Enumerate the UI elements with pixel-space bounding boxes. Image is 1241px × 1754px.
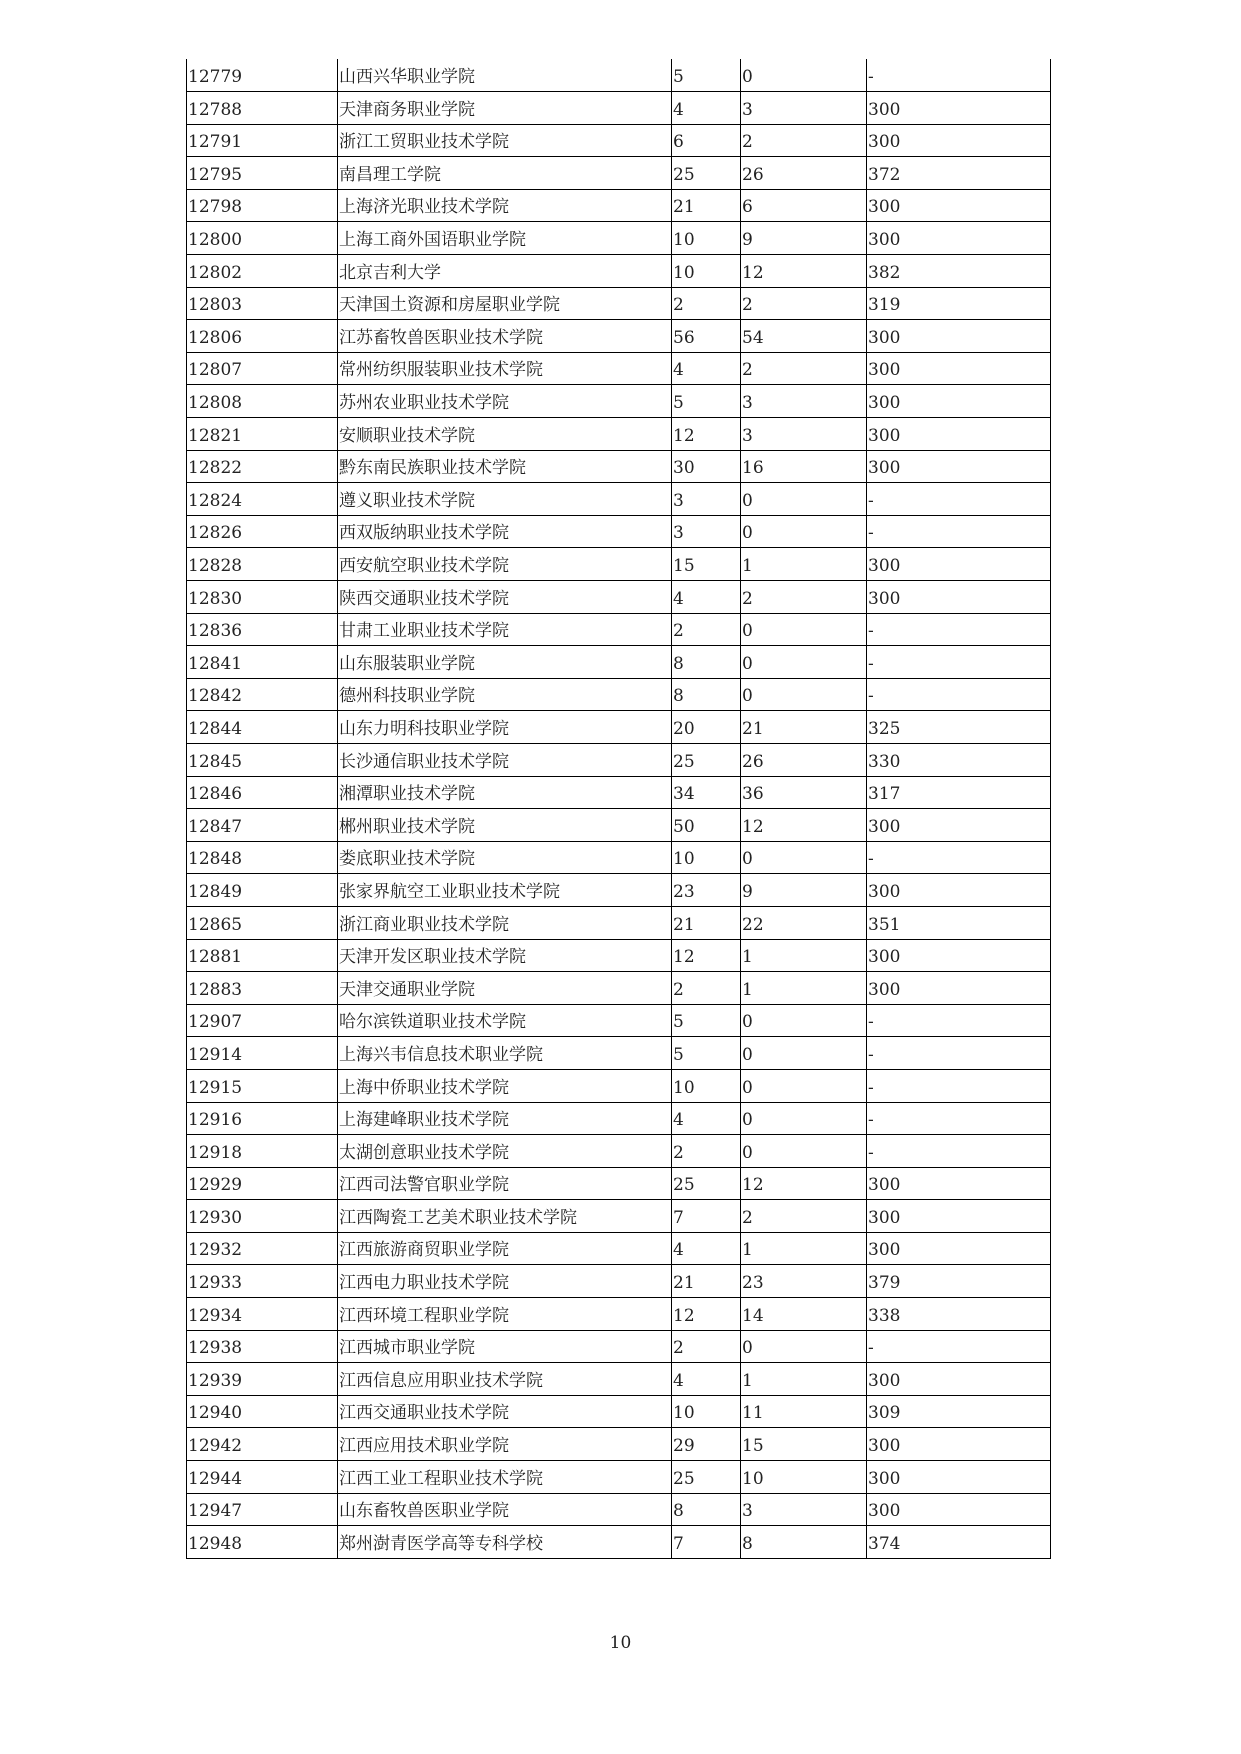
school-name-cell: 陕西交通职业技术学院 [338,581,672,614]
plan-count-cell: 12 [672,418,741,451]
enrolled-count-cell: 1 [741,972,867,1005]
table-row [187,906,1051,939]
plan-count-cell: 10 [672,1395,741,1428]
school-code-cell: 12826 [187,515,338,548]
min-score-cell: 300 [867,874,1051,907]
school-name-cell: 上海中侨职业技术学院 [338,1069,672,1102]
enrolled-count-cell: 0 [741,515,867,548]
school-code-cell: 12779 [187,59,338,92]
plan-count-cell: 15 [672,548,741,581]
enrolled-count-cell: 1 [741,1363,867,1396]
school-name-cell: 江西环境工程职业学院 [338,1298,672,1331]
plan-count-cell: 21 [672,1265,741,1298]
school-name-cell: 哈尔滨铁道职业技术学院 [338,1004,672,1037]
enrolled-count-cell: 1 [741,548,867,581]
school-code-cell: 12907 [187,1004,338,1037]
plan-count-cell: 2 [672,1135,741,1168]
school-name-cell: 江西司法警官职业学院 [338,1167,672,1200]
min-score-cell: - [867,1069,1051,1102]
table-row [187,1461,1051,1494]
enrolled-count-cell: 2 [741,124,867,157]
enrolled-count-cell: 0 [741,1102,867,1135]
school-name-cell: 江西旅游商贸职业学院 [338,1232,672,1265]
table-row [187,483,1051,516]
plan-count-cell: 10 [672,222,741,255]
school-name-cell: 江西工业工程职业技术学院 [338,1461,672,1494]
min-score-cell: 300 [867,352,1051,385]
table-row [187,320,1051,353]
plan-count-cell: 4 [672,581,741,614]
min-score-cell: 300 [867,1493,1051,1526]
school-code-cell: 12865 [187,906,338,939]
table-row [187,841,1051,874]
enrolled-count-cell: 3 [741,1493,867,1526]
plan-count-cell: 29 [672,1428,741,1461]
table-row [187,743,1051,776]
school-name-cell: 南昌理工学院 [338,157,672,190]
min-score-cell: - [867,646,1051,679]
school-name-cell: 山西兴华职业学院 [338,59,672,92]
table-row [187,1330,1051,1363]
plan-count-cell: 8 [672,1493,741,1526]
school-code-cell: 12883 [187,972,338,1005]
table-row [187,613,1051,646]
school-name-cell: 湘潭职业技术学院 [338,776,672,809]
school-name-cell: 甘肃工业职业技术学院 [338,613,672,646]
table-row [187,255,1051,288]
school-code-cell: 12948 [187,1526,338,1559]
min-score-cell: 330 [867,743,1051,776]
table-row [187,1395,1051,1428]
school-code-cell: 12947 [187,1493,338,1526]
school-code-cell: 12788 [187,92,338,125]
plan-count-cell: 4 [672,1363,741,1396]
school-code-cell: 12933 [187,1265,338,1298]
enrolled-count-cell: 10 [741,1461,867,1494]
plan-count-cell: 25 [672,743,741,776]
table-row [187,124,1051,157]
school-name-cell: 西双版纳职业技术学院 [338,515,672,548]
school-code-cell: 12842 [187,678,338,711]
school-name-cell: 郑州澍青医学高等专科学校 [338,1526,672,1559]
school-name-cell: 上海济光职业技术学院 [338,189,672,222]
min-score-cell: 309 [867,1395,1051,1428]
enrolled-count-cell: 1 [741,939,867,972]
enrolled-count-cell: 0 [741,1135,867,1168]
enrolled-count-cell: 26 [741,157,867,190]
table-row [187,222,1051,255]
school-name-cell: 江苏畜牧兽医职业技术学院 [338,320,672,353]
enrolled-count-cell: 3 [741,418,867,451]
plan-count-cell: 25 [672,1167,741,1200]
plan-count-cell: 12 [672,1298,741,1331]
school-code-cell: 12849 [187,874,338,907]
plan-count-cell: 4 [672,352,741,385]
admissions-table [186,59,1051,1559]
enrolled-count-cell: 2 [741,352,867,385]
enrolled-count-cell: 54 [741,320,867,353]
min-score-cell: 300 [867,418,1051,451]
min-score-cell: 317 [867,776,1051,809]
table-row [187,1004,1051,1037]
school-code-cell: 12808 [187,385,338,418]
plan-count-cell: 2 [672,613,741,646]
min-score-cell: 300 [867,320,1051,353]
enrolled-count-cell: 23 [741,1265,867,1298]
school-name-cell: 郴州职业技术学院 [338,809,672,842]
school-name-cell: 天津商务职业学院 [338,92,672,125]
table-row [187,287,1051,320]
school-name-cell: 天津交通职业学院 [338,972,672,1005]
school-code-cell: 12791 [187,124,338,157]
plan-count-cell: 5 [672,59,741,92]
min-score-cell: 300 [867,1428,1051,1461]
school-code-cell: 12845 [187,743,338,776]
plan-count-cell: 5 [672,1004,741,1037]
min-score-cell: 372 [867,157,1051,190]
table-row [187,189,1051,222]
enrolled-count-cell: 0 [741,613,867,646]
min-score-cell: - [867,1037,1051,1070]
school-name-cell: 德州科技职业学院 [338,678,672,711]
enrolled-count-cell: 1 [741,1232,867,1265]
plan-count-cell: 50 [672,809,741,842]
school-name-cell: 上海建峰职业技术学院 [338,1102,672,1135]
school-name-cell: 安顺职业技术学院 [338,418,672,451]
plan-count-cell: 4 [672,1102,741,1135]
min-score-cell: - [867,483,1051,516]
school-name-cell: 张家界航空工业职业技术学院 [338,874,672,907]
table-row [187,1167,1051,1200]
table-row [187,59,1051,92]
enrolled-count-cell: 21 [741,711,867,744]
min-score-cell: 300 [867,809,1051,842]
plan-count-cell: 34 [672,776,741,809]
school-code-cell: 12847 [187,809,338,842]
enrolled-count-cell: 12 [741,1167,867,1200]
enrolled-count-cell: 12 [741,809,867,842]
plan-count-cell: 20 [672,711,741,744]
school-name-cell: 山东服装职业学院 [338,646,672,679]
school-code-cell: 12807 [187,352,338,385]
enrolled-count-cell: 0 [741,678,867,711]
table-row [187,418,1051,451]
school-code-cell: 12846 [187,776,338,809]
min-score-cell: 300 [867,939,1051,972]
enrolled-count-cell: 6 [741,189,867,222]
enrolled-count-cell: 9 [741,874,867,907]
school-code-cell: 12916 [187,1102,338,1135]
table-row [187,1069,1051,1102]
school-code-cell: 12830 [187,581,338,614]
school-code-cell: 12844 [187,711,338,744]
school-name-cell: 天津国土资源和房屋职业学院 [338,287,672,320]
school-name-cell: 太湖创意职业技术学院 [338,1135,672,1168]
plan-count-cell: 23 [672,874,741,907]
enrolled-count-cell: 3 [741,385,867,418]
enrolled-count-cell: 2 [741,1200,867,1233]
school-name-cell: 苏州农业职业技术学院 [338,385,672,418]
plan-count-cell: 5 [672,1037,741,1070]
table-row [187,157,1051,190]
school-code-cell: 12944 [187,1461,338,1494]
min-score-cell: 300 [867,1167,1051,1200]
school-code-cell: 12848 [187,841,338,874]
min-score-cell: 300 [867,1200,1051,1233]
plan-count-cell: 4 [672,92,741,125]
plan-count-cell: 10 [672,1069,741,1102]
school-code-cell: 12938 [187,1330,338,1363]
school-name-cell: 上海兴韦信息技术职业学院 [338,1037,672,1070]
school-code-cell: 12940 [187,1395,338,1428]
plan-count-cell: 5 [672,385,741,418]
table-row [187,1298,1051,1331]
table-row [187,1037,1051,1070]
enrolled-count-cell: 0 [741,1069,867,1102]
table-row [187,646,1051,679]
school-name-cell: 西安航空职业技术学院 [338,548,672,581]
school-name-cell: 常州纺织服装职业技术学院 [338,352,672,385]
table-row [187,711,1051,744]
table-row [187,581,1051,614]
school-name-cell: 天津开发区职业技术学院 [338,939,672,972]
plan-count-cell: 25 [672,1461,741,1494]
school-code-cell: 12915 [187,1069,338,1102]
table-row [187,1363,1051,1396]
min-score-cell: 300 [867,1461,1051,1494]
school-code-cell: 12795 [187,157,338,190]
plan-count-cell: 12 [672,939,741,972]
table-row [187,1526,1051,1559]
school-name-cell: 浙江工贸职业技术学院 [338,124,672,157]
min-score-cell: 300 [867,1363,1051,1396]
plan-count-cell: 56 [672,320,741,353]
school-name-cell: 江西电力职业技术学院 [338,1265,672,1298]
min-score-cell: 382 [867,255,1051,288]
school-code-cell: 12824 [187,483,338,516]
school-name-cell: 江西信息应用职业技术学院 [338,1363,672,1396]
plan-count-cell: 8 [672,646,741,679]
enrolled-count-cell: 26 [741,743,867,776]
school-name-cell: 山东力明科技职业学院 [338,711,672,744]
table-row [187,1232,1051,1265]
enrolled-count-cell: 3 [741,92,867,125]
school-code-cell: 12929 [187,1167,338,1200]
enrolled-count-cell: 16 [741,450,867,483]
table-row [187,1200,1051,1233]
plan-count-cell: 3 [672,483,741,516]
min-score-cell: 325 [867,711,1051,744]
enrolled-count-cell: 36 [741,776,867,809]
table-row [187,1493,1051,1526]
min-score-cell: 300 [867,581,1051,614]
school-name-cell: 北京吉利大学 [338,255,672,288]
table-row [187,548,1051,581]
school-code-cell: 12828 [187,548,338,581]
min-score-cell: 338 [867,1298,1051,1331]
min-score-cell: 300 [867,189,1051,222]
table-row [187,1135,1051,1168]
school-code-cell: 12932 [187,1232,338,1265]
page-number: 10 [609,1633,632,1653]
table-row [187,515,1051,548]
school-code-cell: 12934 [187,1298,338,1331]
school-code-cell: 12930 [187,1200,338,1233]
enrolled-count-cell: 0 [741,841,867,874]
plan-count-cell: 25 [672,157,741,190]
min-score-cell: - [867,613,1051,646]
min-score-cell: 374 [867,1526,1051,1559]
min-score-cell: 300 [867,548,1051,581]
enrolled-count-cell: 0 [741,483,867,516]
school-code-cell: 12802 [187,255,338,288]
enrolled-count-cell: 8 [741,1526,867,1559]
table-row [187,809,1051,842]
plan-count-cell: 30 [672,450,741,483]
school-code-cell: 12942 [187,1428,338,1461]
plan-count-cell: 2 [672,972,741,1005]
table-row [187,939,1051,972]
enrolled-count-cell: 2 [741,287,867,320]
plan-count-cell: 2 [672,1330,741,1363]
school-code-cell: 12881 [187,939,338,972]
plan-count-cell: 4 [672,1232,741,1265]
school-code-cell: 12821 [187,418,338,451]
enrolled-count-cell: 0 [741,1037,867,1070]
plan-count-cell: 3 [672,515,741,548]
plan-count-cell: 21 [672,906,741,939]
plan-count-cell: 7 [672,1526,741,1559]
min-score-cell: 351 [867,906,1051,939]
min-score-cell: 300 [867,1232,1051,1265]
enrolled-count-cell: 0 [741,59,867,92]
table-row [187,1428,1051,1461]
school-code-cell: 12836 [187,613,338,646]
table-row [187,972,1051,1005]
plan-count-cell: 7 [672,1200,741,1233]
table-row [187,1265,1051,1298]
enrolled-count-cell: 0 [741,646,867,679]
school-name-cell: 娄底职业技术学院 [338,841,672,874]
plan-count-cell: 6 [672,124,741,157]
enrolled-count-cell: 12 [741,255,867,288]
min-score-cell: 300 [867,972,1051,1005]
enrolled-count-cell: 14 [741,1298,867,1331]
enrolled-count-cell: 2 [741,581,867,614]
min-score-cell: - [867,59,1051,92]
school-name-cell: 江西交通职业技术学院 [338,1395,672,1428]
school-code-cell: 12918 [187,1135,338,1168]
table-row [187,874,1051,907]
school-name-cell: 江西城市职业学院 [338,1330,672,1363]
school-code-cell: 12803 [187,287,338,320]
plan-count-cell: 10 [672,255,741,288]
table-row [187,678,1051,711]
school-code-cell: 12798 [187,189,338,222]
min-score-cell: - [867,1102,1051,1135]
enrolled-count-cell: 22 [741,906,867,939]
enrolled-count-cell: 15 [741,1428,867,1461]
school-code-cell: 12822 [187,450,338,483]
school-code-cell: 12939 [187,1363,338,1396]
school-name-cell: 遵义职业技术学院 [338,483,672,516]
school-name-cell: 山东畜牧兽医职业学院 [338,1493,672,1526]
school-name-cell: 浙江商业职业技术学院 [338,906,672,939]
school-code-cell: 12914 [187,1037,338,1070]
school-code-cell: 12841 [187,646,338,679]
min-score-cell: - [867,1330,1051,1363]
min-score-cell: 300 [867,450,1051,483]
min-score-cell: - [867,515,1051,548]
enrolled-count-cell: 0 [741,1004,867,1037]
min-score-cell: - [867,678,1051,711]
enrolled-count-cell: 9 [741,222,867,255]
school-name-cell: 江西应用技术职业学院 [338,1428,672,1461]
min-score-cell: 379 [867,1265,1051,1298]
plan-count-cell: 21 [672,189,741,222]
enrolled-count-cell: 0 [741,1330,867,1363]
enrolled-count-cell: 11 [741,1395,867,1428]
min-score-cell: - [867,1004,1051,1037]
plan-count-cell: 2 [672,287,741,320]
min-score-cell: 300 [867,124,1051,157]
plan-count-cell: 10 [672,841,741,874]
table-row [187,1102,1051,1135]
school-code-cell: 12800 [187,222,338,255]
table-body [187,59,1051,1558]
table-row [187,92,1051,125]
table-row [187,352,1051,385]
plan-count-cell: 8 [672,678,741,711]
min-score-cell: 300 [867,385,1051,418]
school-name-cell: 江西陶瓷工艺美术职业技术学院 [338,1200,672,1233]
school-name-cell: 黔东南民族职业技术学院 [338,450,672,483]
min-score-cell: - [867,841,1051,874]
min-score-cell: - [867,1135,1051,1168]
table-row [187,450,1051,483]
min-score-cell: 319 [867,287,1051,320]
min-score-cell: 300 [867,222,1051,255]
min-score-cell: 300 [867,92,1051,125]
school-name-cell: 长沙通信职业技术学院 [338,743,672,776]
school-code-cell: 12806 [187,320,338,353]
school-name-cell: 上海工商外国语职业学院 [338,222,672,255]
table-row [187,776,1051,809]
table-row [187,385,1051,418]
